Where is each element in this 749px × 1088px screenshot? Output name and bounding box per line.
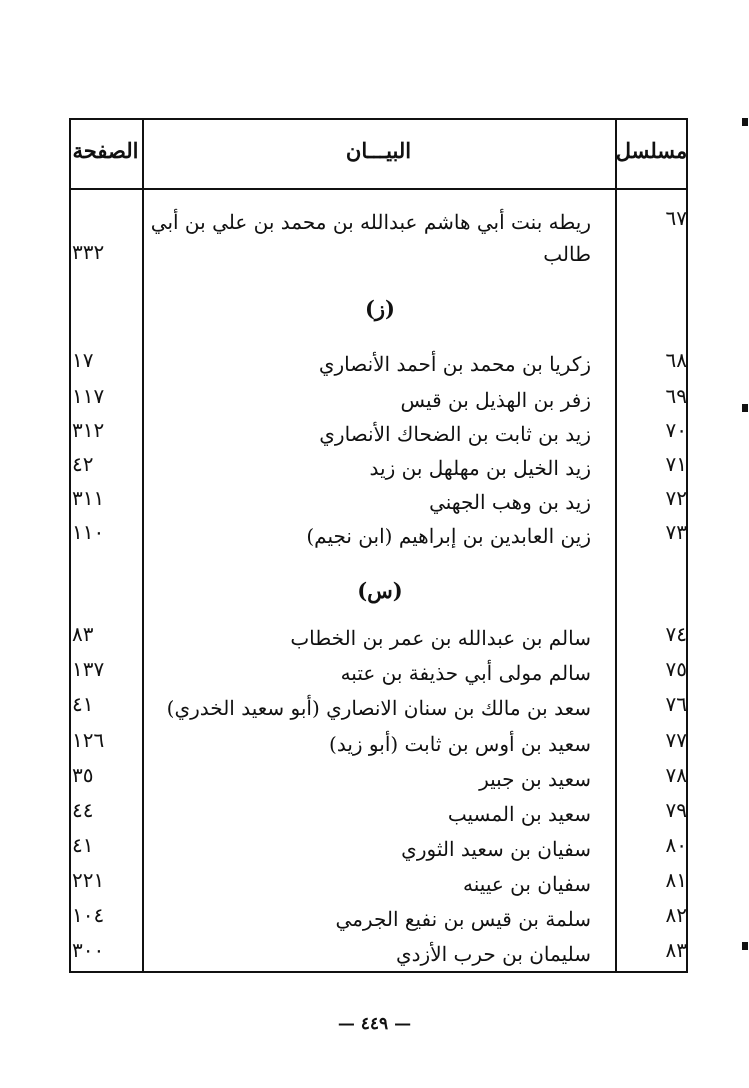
entry-name: سعد بن مالك بن سنان الانصاري (أبو سعيد الخدري) (166, 696, 591, 720)
entry-name: زين العابدين بن إبراهيم (ابن نجيم) (306, 524, 591, 548)
scan-mark (742, 118, 748, 126)
serial-number: ٧٤ (665, 622, 687, 646)
page-number: ٣١١ (72, 486, 105, 510)
serial-number: ٨٠ (665, 833, 687, 857)
page-number: ٣٠٠ (72, 938, 105, 962)
page-number: ٣٥ (72, 763, 94, 787)
page-number: ١٠٤ (72, 903, 105, 927)
serial-number: ٧٦ (665, 692, 687, 716)
entry-name: زيد بن وهب الجهني (429, 490, 591, 514)
page-number: ٣١٢ (72, 418, 105, 442)
page-header: الصفحة (72, 138, 139, 163)
scan-mark (742, 404, 748, 412)
serial-number: ٧٢ (665, 486, 687, 510)
entry-name: ريطه بنت أبي هاشم عبدالله بن محمد بن علي بن أبي طالب (150, 210, 591, 266)
serial-number: ٧٩ (665, 798, 687, 822)
entry-name: سفيان بن سعيد الثوري (401, 837, 591, 861)
serial-header: مسلسل (615, 138, 688, 163)
serial-number: ٧١ (665, 452, 687, 476)
page-number: ١١٠ (72, 520, 105, 544)
entry-name: سالم مولى أبي حذيفة بن عتبه (340, 661, 591, 685)
serial-number: ٧٣ (665, 520, 687, 544)
page-footer-number: — ٤٤٩ — (337, 1014, 412, 1034)
page-number: ١١٧ (72, 384, 105, 408)
serial-number: ٨٣ (665, 938, 687, 962)
serial-number: ٧٧ (665, 728, 687, 752)
page-number: ٤٢ (72, 452, 94, 476)
page-number: ٤٤ (72, 798, 94, 822)
serial-number: ٦٧ (665, 206, 687, 230)
page-number: ١٣٧ (72, 657, 105, 681)
scan-mark (742, 942, 748, 950)
serial-number: ٦٨ (665, 348, 687, 372)
page-number: ٢٢١ (72, 868, 105, 892)
serial-number: ٨١ (665, 868, 687, 892)
page-number: ١٧ (72, 348, 94, 372)
serial-number: ٨٢ (665, 903, 687, 927)
page-number: ٤١ (72, 833, 94, 857)
page-number: ٤١ (72, 692, 94, 716)
entry-name: زيد بن ثابت بن الضحاك الأنصاري (319, 422, 591, 446)
description-header: البيـــان (345, 138, 412, 163)
entry-name: زفر بن الهذيل بن قيس (400, 388, 591, 412)
serial-number: ٦٩ (665, 384, 687, 408)
entry-name: سعيد بن جبير (479, 767, 591, 791)
entry-name: زكريا بن محمد بن أحمد الأنصاري (318, 352, 591, 376)
header-divider (69, 188, 688, 190)
serial-number: ٧٠ (665, 418, 687, 442)
entry-name: سفيان بن عيينه (463, 872, 591, 896)
serial-column-divider (615, 118, 617, 973)
section-heading-zay: (ز) (364, 296, 395, 321)
section-heading-seen: (س) (357, 578, 403, 603)
entry-name: سلمة بن قيس بن نفيع الجرمي (335, 907, 591, 931)
page-number: ١٢٦ (72, 728, 105, 752)
entry-name: سليمان بن حرب الأزدي (395, 942, 591, 966)
entry-name: سعيد بن المسيب (447, 802, 591, 826)
page-number: ٨٣ (72, 622, 94, 646)
entry-name: زيد الخيل بن مهلهل بن زيد (369, 456, 591, 480)
serial-number: ٧٨ (665, 763, 687, 787)
serial-number: ٧٥ (665, 657, 687, 681)
entry-name: سعيد بن أوس بن ثابت (أبو زيد) (329, 732, 591, 756)
page-number: ٣٣٢ (72, 240, 105, 264)
entry-name: سالم بن عبدالله بن عمر بن الخطاب (290, 626, 591, 650)
